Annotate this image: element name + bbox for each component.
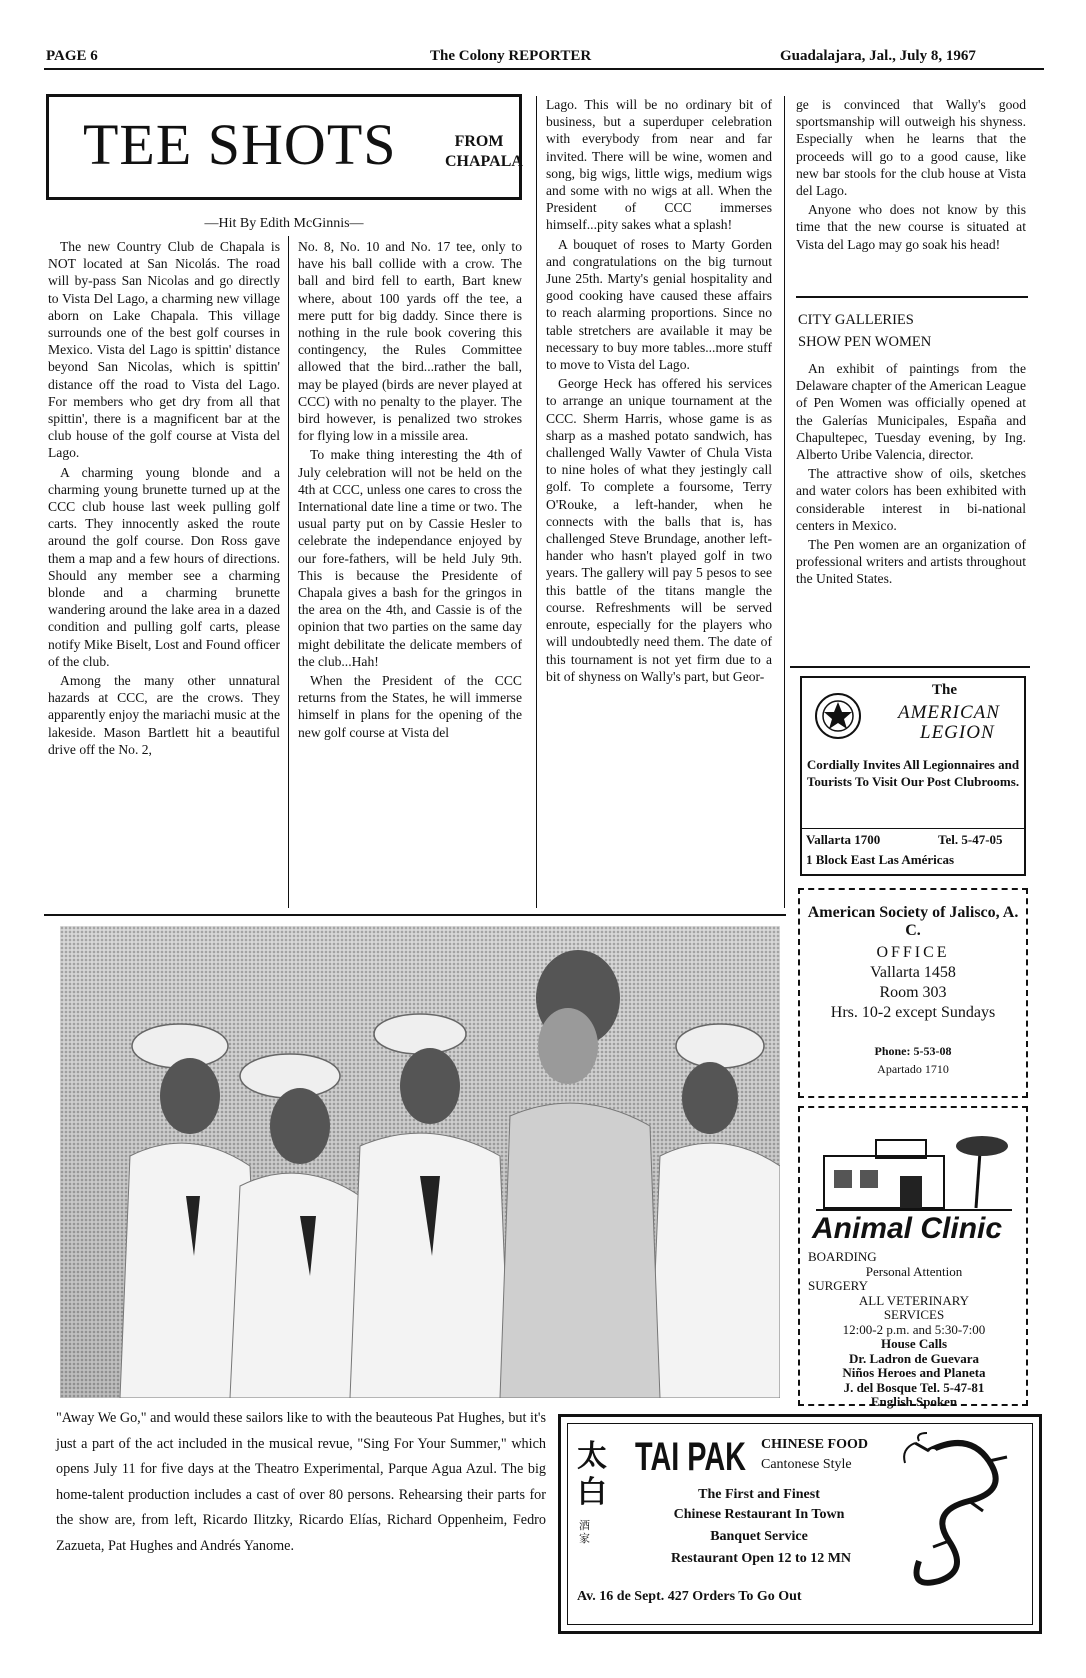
clinic-line: House Calls — [880, 1336, 948, 1351]
tai-pak-line-5: Banquet Service — [710, 1529, 808, 1544]
tai-pak-small-glyphs: 酒家 — [579, 1519, 590, 1545]
legion-name-1: AMERICAN — [898, 702, 1000, 723]
article-column-3 — [546, 96, 772, 687]
society-name: American Society of Jalisco, A. C. — [807, 904, 1019, 939]
legion-location: 1 Block East Las Américas — [806, 852, 955, 867]
legion-the: The — [932, 682, 958, 698]
dragon-icon — [879, 1431, 1025, 1595]
article-column-1 — [48, 238, 280, 760]
column-divider — [536, 96, 537, 908]
article-paragraph: The attractive show of oils, sketches and water colors has been exhibited with considerable interest in bi-national centers in Mexico. — [796, 466, 1026, 533]
legion-name-2: LEGION — [920, 722, 995, 743]
legion-tel: Tel. 5-47-05 — [938, 832, 1003, 847]
tai-pak-line-4: Chinese Restaurant In Town — [673, 1507, 845, 1522]
gallery-headline-1: CITY GALLERIES — [798, 312, 914, 328]
photo-caption: "Away We Go," and would these sailors like to with the beauteous Pat Hughes, but it's just a part of the act included in the musical revue, "Sing For Your Summer," which opens July 11 for five days at the Theatro Experimental, Parque Agua Azul. The big home-talent production includes a cast of over 80 persons. Rehearsing their parts for the show are, from left, Ricardo Ilitzky, Ricardo Elías, Richard Oppenheim, Fedro Zazueta, Pat Hughes and Andrés Yanome. — [56, 1410, 546, 1554]
page-number: PAGE 6 — [46, 48, 98, 64]
clinic-line: English Spoken — [870, 1394, 958, 1409]
clinic-line: Personal Attention — [865, 1263, 963, 1279]
legion-emblem-icon — [814, 692, 862, 740]
column-title: TEE SHOTS — [83, 112, 397, 177]
byline: —Hit By Edith McGinnis— — [204, 216, 364, 231]
animal-clinic-ad — [798, 1106, 1028, 1409]
tai-pak-line-6: Restaurant Open 12 to 12 MN — [670, 1551, 852, 1566]
article-paragraph: The Pen women are an organization of professional writers and artists throughout the United States. — [796, 537, 1026, 587]
society-hours: Hrs. 10-2 except Sundays — [830, 1004, 996, 1021]
article-paragraph: When the President of the CCC returns from the States, he will immerse himself in plans for the opening of the new golf course at Vista del — [298, 673, 522, 740]
photo-top-rule — [44, 914, 786, 916]
tai-pak-glyphs: 太白 — [577, 1439, 607, 1510]
article-column-4 — [796, 96, 1026, 255]
gallery-rule — [796, 296, 1028, 298]
article-paragraph: A bouquet of roses to Marty Gorden and congratulations on the big turnout June 25th. Marty's genial hospitality and good cooking have caused these affairs to reach alarming proportions. Since no table stretchers are available it may be necessary to buy more tables...more stuff to move to Vista del Lago. — [546, 236, 772, 373]
masthead-rule — [44, 68, 1044, 70]
clinic-details — [808, 1250, 1020, 1410]
column-place: CHAPALA — [445, 153, 523, 170]
sailors-photo — [60, 926, 780, 1398]
newspaper-name: The Colony REPORTER — [430, 48, 592, 64]
clinic-line: J. del Bosque Tel. 5-47-81 — [843, 1379, 985, 1395]
society-street: Vallarta 1458 — [870, 964, 956, 981]
legion-address: Vallarta 1700 — [806, 832, 881, 847]
tai-pak-line-2: Cantonese Style — [761, 1457, 852, 1472]
article-paragraph: ge is convinced that Wally's good sportsmanship will outweigh his shyness. Especially when he learns that the proceeds will go to a good cause, like new bar stools for the club house at Vista del Lago. — [796, 97, 1026, 199]
tai-pak-line-3: The First and Finest — [698, 1487, 820, 1502]
clinic-line: Dr. Ladron de Guevara — [848, 1350, 979, 1366]
column-divider — [288, 236, 289, 908]
tai-pak-line-1: CHINESE FOOD — [761, 1437, 868, 1452]
column-heading-box — [46, 94, 522, 200]
column-divider — [784, 96, 785, 908]
clinic-line: BOARDING — [808, 1249, 877, 1264]
legion-rule — [802, 828, 1024, 829]
column-from: FROM — [454, 133, 504, 150]
american-legion-ad — [800, 676, 1026, 876]
clinic-line: Niños Heroes and Planeta — [842, 1365, 986, 1380]
article-paragraph: No. 8, No. 10 and No. 17 tee, only to have his ball collide with a crow. The ball and bird fell to earth, Bart knew where, about 100 yards off the tee, a mere putt for big daddy. Since there is nothing in the rule book covering this contingency, the Rules Committee allowed that the bird...rather the ball, may be played (birds are never played at CCC) with no penalty to the player. The bird however, is penalized two strokes for flying low in a missile area. — [298, 239, 522, 444]
article-paragraph: Lago. This will be no ordinary bit of business, but a superduper celebration with everybody from near and far invited. There will be wine, women and song, big wigs, little wigs, medium wigs and some with no wigs at all. When the President of CCC immerses himself...pity sakes what a splash! — [546, 97, 772, 233]
gallery-headline-2: SHOW PEN WOMEN — [798, 334, 932, 350]
clinic-line: SURGERY — [808, 1278, 868, 1293]
legion-invite: Cordially Invites All Legionnaires and Tourists To Visit Our Post Clubrooms. — [806, 757, 1020, 789]
article-paragraph: To make thing interesting the 4th of July celebration will not be held on the 4th at CCC, unless one cares to cross the International date line a time or two. The usual party put on by Cassie Hesler to celebrate the independance enjoyed by our fore-fathers, will be held July 9th. This is because the Presidente of Chapala gives a bash for the gringos in the area on the 4th, and Cassie is of the opinion that two parties on the same day might debilitate the delicate members of the club...Hah! — [298, 447, 522, 669]
tai-pak-ad — [558, 1414, 1042, 1634]
gallery-bottom-rule — [790, 666, 1030, 668]
article-paragraph: A charming young blonde and a charming young brunette turned up at the CCC club house last week pulling golf carts. They innocently asked the route around the golf course. Don Ross gave them a map and a few hours of directions. Should any member see a charming blonde and a charming brunette wandering around the lake area in a dazed condition and pulling golf carts, please notify Mike Biselt, Lost and Found officer of the club. — [48, 464, 280, 669]
society-office: OFFICE — [876, 944, 950, 961]
clinic-line: ALL VETERINARY — [858, 1292, 970, 1308]
article-paragraph: The new Country Club de Chapala is NOT located at San Nicolás. The road will by-pass San Nicolas and go directly to Vista Del Lago, a charming new village aborn on Lake Chapala. This village surrounds one of the best golf courses in Mexico. Vista del Lago is spittin' distance beyond San Nicolas, which is spittin' distance off the road to Vista del Lago. For members who get dry from all that spittin', there is a magnificent bar at the club house of the golf course at Vista del Lago. — [48, 239, 280, 461]
clinic-name: Animal Clinic — [812, 1212, 1003, 1245]
article-paragraph: George Heck has offered his services to arrange an unique tournament at the CCC. Sherm Harris, whose game is as sharp as a mashed potato sandwich, has challenged Wally Vawter of Chula Vista to nine holes of what they jestingly call golf. To complete a foursome, Terry O'Rouke, a left-hander, when he connects with the balls that is, has challenged Steve Brundage, another left-hander who hasn't played golf in two years. The gallery will pay 5 pesos to see this battle of the titans mangle the course. Refreshments will be served enroute, especially for the players who will undoubtedly need them. The date of this tournament is not yet firm due to a bit of shyness on Wally's part, but Geor- — [546, 376, 772, 684]
tai-pak-address: Av. 16 de Sept. 427 Orders To Go Out — [577, 1589, 802, 1604]
article-paragraph: An exhibit of paintings from the Delaware chapter of the American League of Pen Women was officially opened at the Galerías Municipales, España and Chapultepec, Tuesday evening, by Ing. Alberto Uribe Valencia, director. — [796, 361, 1026, 463]
sailors-silhouettes — [60, 926, 780, 1398]
clinic-line: 12:00-2 p.m. and 5:30-7:00 — [842, 1321, 986, 1337]
society-room: Room 303 — [879, 984, 947, 1001]
tai-pak-name: TAI PAK — [635, 1435, 746, 1479]
gallery-article — [796, 360, 1026, 590]
american-society-ad — [798, 888, 1028, 1098]
article-paragraph: Among the many other unnatural hazards at CCC, are the crows. They apparently enjoy the mariachi music at the lakeside. Mason Bartlett hit a beautiful drive off the No. 2, — [48, 673, 280, 757]
article-column-2 — [298, 238, 522, 743]
clinic-building-icon — [816, 1116, 1012, 1216]
society-apartado: Apartado 1710 — [877, 1062, 949, 1076]
society-phone: Phone: 5-53-08 — [874, 1044, 952, 1058]
article-paragraph: Anyone who does not know by this time that the new course is situated at Vista del Lago may go soak his head! — [796, 202, 1026, 252]
clinic-line: SERVICES — [883, 1307, 945, 1322]
dateline: Guadalajara, Jal., July 8, 1967 — [780, 48, 976, 64]
